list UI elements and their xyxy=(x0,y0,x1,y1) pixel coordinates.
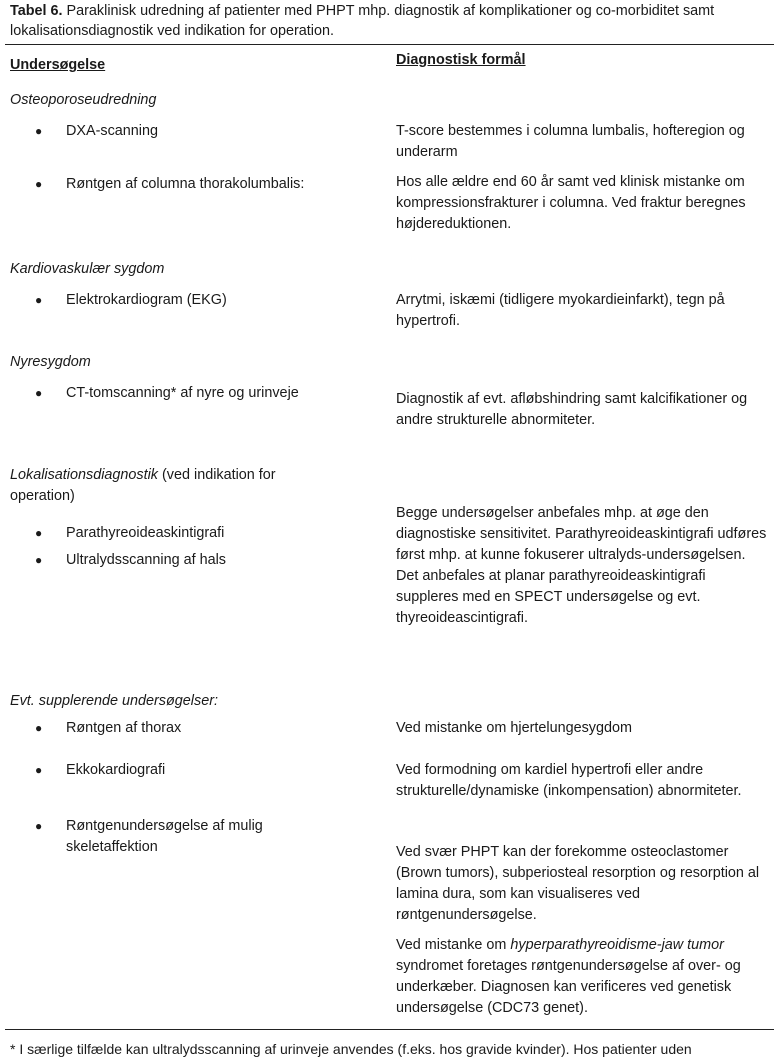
footer-rule xyxy=(5,1029,774,1030)
bullet-icon: ● xyxy=(35,819,43,833)
section-title-lokalisation-rest: (ved indikation for operation) xyxy=(10,467,276,504)
description: Ved mistanke om hjertelungesygdom xyxy=(396,720,632,736)
bullet-icon: ● xyxy=(35,553,43,567)
section-title-kardiovaskulaer: Kardiovaskulær sygdom xyxy=(10,261,165,277)
bullet-icon: ● xyxy=(35,177,43,191)
description: Arrytmi, iskæmi (tidligere myokardieinfarkt), tegn på hypertrofi. xyxy=(396,292,725,329)
column-header-formaal: Diagnostisk formål xyxy=(396,52,526,68)
item-label: Parathyreoideaskintigrafi xyxy=(66,525,225,541)
jaw-text-post: syndromet foretages røntgenundersøgelse af over- og underkæber. Diagnosen kan verificeres ved genetisk undersøgelse (CDC73 genet). xyxy=(396,958,741,1016)
bullet-icon: ● xyxy=(35,386,43,400)
description: Ved formodning om kardiel hypertrofi eller andre strukturelle/dynamiske (inkompensation) abnormiteter. xyxy=(396,762,742,799)
description: Hos alle ældre end 60 år samt ved klinisk mistanke om kompressionsfrakturer i columna. Ved fraktur beregnes højdereduktionen. xyxy=(396,174,746,232)
description: Ved svær PHPT kan der forekomme osteoclastomer (Brown tumors), subperiosteal resorption og resorption al lamina dura, som kan visualiseres ved røntgenundersøgelse. xyxy=(396,844,760,923)
footnote: * I særlige tilfælde kan ultralydsscanning af urinveje anvendes (f.eks. hos gravide kvinder). Hos patienter uden xyxy=(10,1041,692,1057)
list-item xyxy=(35,816,263,855)
item-label: CT-tomscanning* af nyre og urinveje xyxy=(66,385,299,401)
list-item xyxy=(35,383,299,404)
list-item xyxy=(35,760,166,781)
list-item xyxy=(35,523,225,544)
section-title-supplerende: Evt. supplerende undersøgelser: xyxy=(10,693,218,709)
item-label: DXA-scanning xyxy=(66,123,158,139)
section-title-lokalisation-italic: Lokalisationsdiagnostik xyxy=(10,467,158,483)
section-title-osteoporose: Osteoporoseudredning xyxy=(10,92,157,108)
caption-rule xyxy=(5,44,774,45)
item-label: Røntgen af columna thorakolumbalis: xyxy=(66,176,305,192)
item-label: Røntgen af thorax xyxy=(66,720,182,736)
list-item xyxy=(35,174,305,195)
caption-label: Tabel 6. xyxy=(10,3,63,19)
description-jaw-tumor xyxy=(396,935,770,1019)
bullet-icon: ● xyxy=(35,721,43,735)
list-item xyxy=(35,718,182,739)
caption-text: Paraklinisk udredning af patienter med PHPT mhp. diagnostik af komplikationer og co-morbiditet samt lokalisationsdiagnostik ved indikation for operation. xyxy=(10,3,715,39)
bullet-icon: ● xyxy=(35,124,43,138)
description: Begge undersøgelser anbefales mhp. at øge den diagnostiske sensitivitet. Parathyreoideaskintigrafi udføres først mhp. at kunne fokuserer ultralyds-undersøgelsen. Det anbefales at planar parathyreoideaskintigrafi suppleres med en SPECT undersøgelse og evt. thyreoideascintigrafi. xyxy=(396,505,767,626)
description: T-score bestemmes i columna lumbalis, hofteregion og underarm xyxy=(396,123,745,160)
item-label: Elektrokardiogram (EKG) xyxy=(66,292,227,308)
bullet-icon: ● xyxy=(35,526,43,540)
list-item xyxy=(35,550,226,571)
bullet-icon: ● xyxy=(35,293,43,307)
jaw-text-pre: Ved mistanke om xyxy=(396,937,511,953)
bullet-icon: ● xyxy=(35,763,43,777)
list-item xyxy=(35,121,158,142)
section-title-nyresygdom: Nyresygdom xyxy=(10,354,91,370)
item-label: Ultralydsscanning af hals xyxy=(66,552,226,568)
list-item xyxy=(35,290,227,311)
section-title-lokalisation xyxy=(10,465,330,507)
item-label: Røntgenundersøgelse af mulig skeletaffektion xyxy=(66,818,263,855)
jaw-text-em: hyperparathyreoidisme-jaw tumor xyxy=(510,937,724,953)
description: Diagnostik af evt. afløbshindring samt kalcifikationer og andre strukturelle abnormiteter. xyxy=(396,391,748,428)
table-caption xyxy=(10,1,770,41)
column-header-undersogelse: Undersøgelse xyxy=(10,57,106,73)
item-label: Ekkokardiografi xyxy=(66,762,166,778)
